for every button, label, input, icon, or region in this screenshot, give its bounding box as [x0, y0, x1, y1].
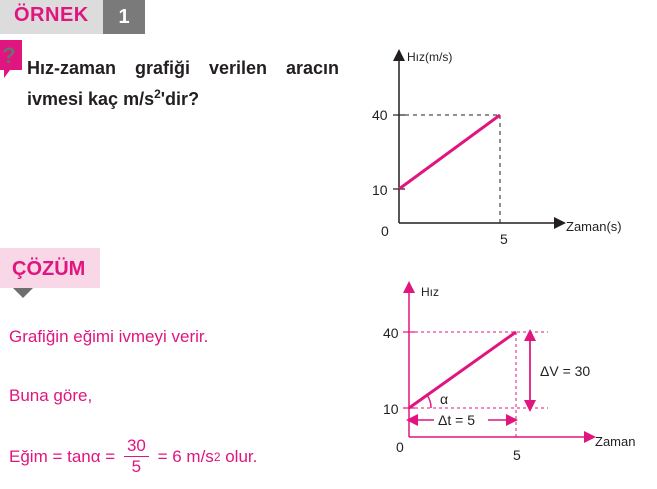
solution-label: ÇÖZÜM: [12, 258, 86, 280]
x-tick-label: 5: [500, 231, 508, 247]
origin-label: 0: [381, 223, 389, 239]
y-tick-label: 10: [372, 182, 388, 198]
x-tick-label: 5: [513, 447, 521, 463]
origin-label: 0: [396, 439, 404, 455]
svg-text:?: ?: [2, 43, 16, 68]
x-axis-label: Zaman: [595, 434, 636, 449]
question-word: verilen: [208, 58, 267, 78]
question-line2-pre: ivmesi kaç m/s: [27, 89, 155, 109]
y-axis-label: Hız: [421, 285, 439, 299]
velocity-line: [409, 332, 516, 408]
question-line2-post: 'dir?: [160, 89, 200, 109]
eq-prefix: Eğim = tanα =: [9, 446, 120, 466]
angle-label: α: [440, 391, 449, 407]
eq-numerator: 30: [124, 436, 149, 457]
delta-t-label: Δt = 5: [438, 412, 475, 428]
y-tick-label: 40: [383, 325, 399, 341]
question-word: grafiği: [134, 58, 190, 78]
y-tick-label: 10: [383, 401, 399, 417]
example-number: 1: [103, 0, 145, 34]
question-line2-sup: 2: [154, 87, 161, 101]
question-word: Hız-zaman: [27, 58, 117, 78]
angle-arc: [427, 395, 431, 408]
y-axis-label: Hız(m/s): [407, 50, 453, 64]
solution-text-2: Buna göre,: [9, 386, 93, 405]
solution-text-1: Grafiğin eğimi ivmeyi verir.: [9, 327, 209, 346]
x-axis-label: Zaman(s): [566, 219, 622, 234]
example-label: ÖRNEK: [14, 4, 89, 26]
question-word: aracın: [285, 58, 339, 78]
eq-denominator: 5: [131, 457, 142, 476]
eq-suffix-post: olur.: [220, 446, 258, 466]
delta-v-label: ΔV = 30: [540, 363, 591, 379]
eq-suffix-pre: = 6 m/s: [152, 446, 214, 466]
solution-equation: Eğim = tanα = $\frac{30}{5}$ = 6 m/s 2 olur.: [9, 436, 258, 476]
y-tick-label: 40: [372, 107, 388, 123]
